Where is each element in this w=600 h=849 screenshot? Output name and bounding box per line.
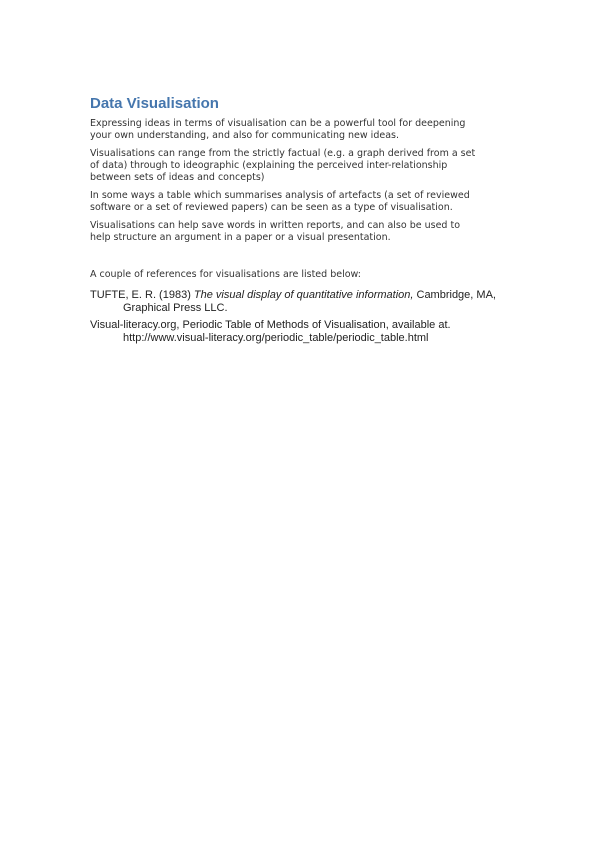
reference-line-continuation: Graphical Press LLC. [123,302,228,314]
paragraph-line: between sets of ideas and concepts) [90,172,265,183]
paragraph-line: Visualisations can help save words in written reports, and can also be used to [90,220,461,231]
reference-text: Cambridge, MA, [413,289,496,301]
paragraph-2 [90,148,512,184]
reference-item-visual-literacy [90,319,512,345]
paragraph-line: your own understanding, and also for communicating new ideas. [90,130,399,141]
references-intro: A couple of references for visualisations are listed below: [90,269,361,280]
reference-url: http://www.visual-literacy.org/periodic_table/periodic_table.html [123,332,429,344]
document-heading: Data Visualisation [90,95,219,112]
reference-line: Visual-literacy.org, Periodic Table of Methods of Visualisation, available at. [90,319,451,331]
reference-list [90,289,512,345]
reference-text: TUFTE, E. R. (1983) [90,289,194,301]
paragraph-line: In some ways a table which summarises analysis of artefacts (a set of reviewed [90,190,470,201]
paragraph-line: help structure an argument in a paper or a visual presentation. [90,232,391,243]
paragraph-line: Visualisations can range from the strictly factual (e.g. a graph derived from a set [90,148,476,159]
reference-line [90,289,512,302]
paragraph-line: of data) through to ideographic (explaining the perceived inter-relationship [90,160,448,171]
reference-book-title: The visual display of quantitative information, [193,289,414,301]
reference-item-tufte [90,289,512,315]
paragraph-1 [90,118,512,142]
paragraph-line: Expressing ideas in terms of visualisation can be a powerful tool for deepening [90,118,466,129]
paragraph-line: software or a set of reviewed papers) can be seen as a type of visualisation. [90,202,453,213]
paragraph-3 [90,190,512,214]
paragraph-4 [90,220,512,244]
